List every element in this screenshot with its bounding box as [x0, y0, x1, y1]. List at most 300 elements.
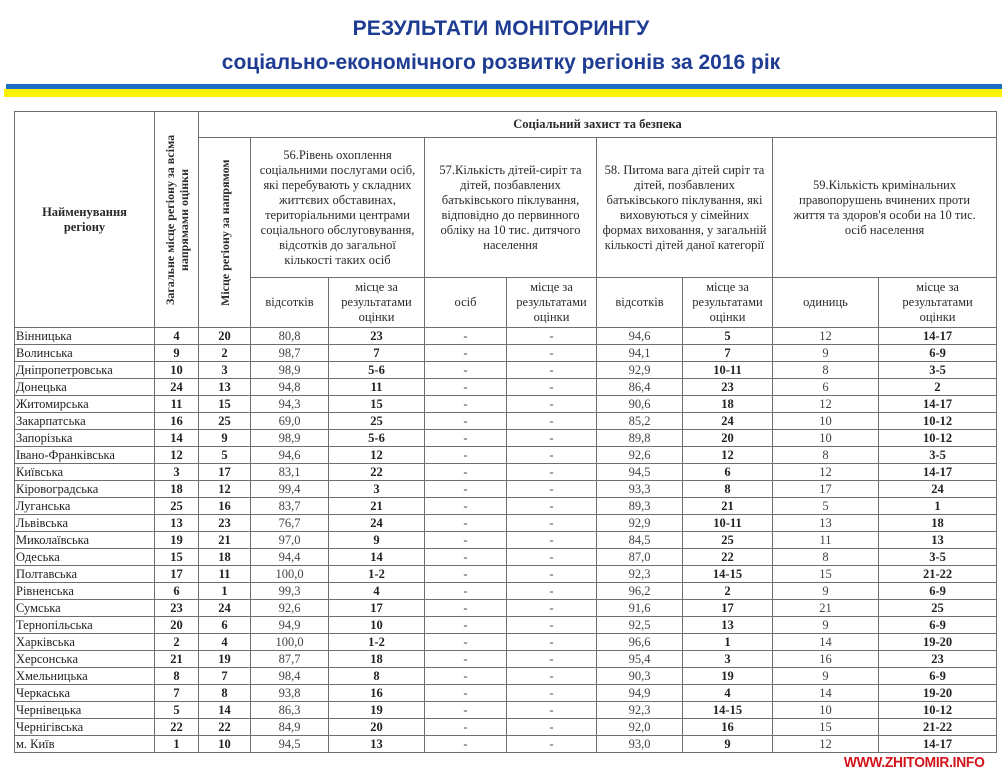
- value-58: 96,6: [597, 634, 683, 651]
- place-59: 14-17: [879, 396, 997, 413]
- value-56: 97,0: [251, 532, 329, 549]
- region-name: Кіровоградська: [15, 481, 155, 498]
- table-row: [15, 583, 997, 600]
- value-57: -: [425, 481, 507, 498]
- place-58: 10-11: [683, 515, 773, 532]
- value-57: -: [425, 413, 507, 430]
- place-58: 3: [683, 651, 773, 668]
- table-row: [15, 430, 997, 447]
- direction-place: 20: [199, 328, 251, 345]
- direction-place: 16: [199, 498, 251, 515]
- table-row: [15, 651, 997, 668]
- overall-place: 7: [155, 685, 199, 702]
- direction-place: 3: [199, 362, 251, 379]
- value-59: 9: [773, 668, 879, 685]
- region-name: Вінницька: [15, 328, 155, 345]
- monitoring-table: [14, 111, 997, 753]
- table-row: [15, 362, 997, 379]
- value-56: 86,3: [251, 702, 329, 719]
- header-unit-57: осіб: [425, 278, 507, 328]
- value-59: 5: [773, 498, 879, 515]
- value-59: 12: [773, 328, 879, 345]
- value-56: 94,4: [251, 549, 329, 566]
- value-56: 93,8: [251, 685, 329, 702]
- place-58: 20: [683, 430, 773, 447]
- value-58: 90,6: [597, 396, 683, 413]
- place-56: 1-2: [329, 634, 425, 651]
- direction-place: 25: [199, 413, 251, 430]
- region-name: Рівненська: [15, 583, 155, 600]
- value-59: 12: [773, 464, 879, 481]
- direction-place: 21: [199, 532, 251, 549]
- value-58: 85,2: [597, 413, 683, 430]
- place-58: 7: [683, 345, 773, 362]
- table-row: [15, 668, 997, 685]
- value-59: 9: [773, 345, 879, 362]
- value-56: 99,3: [251, 583, 329, 600]
- region-name: Житомирська: [15, 396, 155, 413]
- overall-place: 20: [155, 617, 199, 634]
- overall-place: 21: [155, 651, 199, 668]
- value-59: 15: [773, 719, 879, 736]
- place-57: -: [507, 413, 597, 430]
- place-57: -: [507, 362, 597, 379]
- place-56: 12: [329, 447, 425, 464]
- place-58: 14-15: [683, 566, 773, 583]
- place-57: -: [507, 515, 597, 532]
- place-57: -: [507, 464, 597, 481]
- table-row: [15, 685, 997, 702]
- value-56: 94,6: [251, 447, 329, 464]
- value-58: 94,5: [597, 464, 683, 481]
- table-row: [15, 702, 997, 719]
- header-overall-place: [155, 112, 199, 328]
- table-row: [15, 617, 997, 634]
- value-58: 90,3: [597, 668, 683, 685]
- value-57: -: [425, 566, 507, 583]
- place-56: 17: [329, 600, 425, 617]
- direction-place: 11: [199, 566, 251, 583]
- overall-place: 22: [155, 719, 199, 736]
- region-name: Миколаївська: [15, 532, 155, 549]
- value-59: 10: [773, 413, 879, 430]
- place-56: 15: [329, 396, 425, 413]
- value-58: 89,8: [597, 430, 683, 447]
- value-58: 92,6: [597, 447, 683, 464]
- region-name: Запорізька: [15, 430, 155, 447]
- header-unit-58: відсотків: [597, 278, 683, 328]
- overall-place: 13: [155, 515, 199, 532]
- place-59: 21-22: [879, 566, 997, 583]
- value-56: 87,7: [251, 651, 329, 668]
- place-57: -: [507, 566, 597, 583]
- table-row: [15, 481, 997, 498]
- table-row: [15, 498, 997, 515]
- value-58: 96,2: [597, 583, 683, 600]
- overall-place: 6: [155, 583, 199, 600]
- header-place-59: місце за результатами оцінки: [879, 278, 997, 328]
- value-57: -: [425, 532, 507, 549]
- overall-place: 16: [155, 413, 199, 430]
- value-57: -: [425, 583, 507, 600]
- value-59: 10: [773, 430, 879, 447]
- value-56: 94,3: [251, 396, 329, 413]
- place-59: 3-5: [879, 447, 997, 464]
- direction-place: 1: [199, 583, 251, 600]
- table-row: [15, 447, 997, 464]
- place-57: -: [507, 430, 597, 447]
- place-59: 3-5: [879, 549, 997, 566]
- value-58: 92,3: [597, 566, 683, 583]
- direction-place: 8: [199, 685, 251, 702]
- place-57: -: [507, 498, 597, 515]
- place-58: 8: [683, 481, 773, 498]
- value-56: 80,8: [251, 328, 329, 345]
- place-57: -: [507, 481, 597, 498]
- value-57: -: [425, 634, 507, 651]
- place-56: 1-2: [329, 566, 425, 583]
- place-58: 2: [683, 583, 773, 600]
- place-59: 6-9: [879, 617, 997, 634]
- value-57: -: [425, 498, 507, 515]
- overall-place: 24: [155, 379, 199, 396]
- value-57: -: [425, 736, 507, 753]
- value-58: 84,5: [597, 532, 683, 549]
- value-56: 98,9: [251, 430, 329, 447]
- direction-place: 13: [199, 379, 251, 396]
- value-58: 92,9: [597, 362, 683, 379]
- region-name: Хмельницька: [15, 668, 155, 685]
- header-region: Найменування регіону: [15, 112, 155, 328]
- region-name: Закарпатська: [15, 413, 155, 430]
- place-56: 13: [329, 736, 425, 753]
- header-direction-place-label: Місце регіону за напрямом: [217, 159, 232, 306]
- place-56: 23: [329, 328, 425, 345]
- place-56: 18: [329, 651, 425, 668]
- place-59: 1: [879, 498, 997, 515]
- region-name: Донецька: [15, 379, 155, 396]
- overall-place: 23: [155, 600, 199, 617]
- region-name: Одеська: [15, 549, 155, 566]
- value-57: -: [425, 379, 507, 396]
- header-place-56: місце за результатами оцінки: [329, 278, 425, 328]
- direction-place: 23: [199, 515, 251, 532]
- place-59: 2: [879, 379, 997, 396]
- region-name: Чернігівська: [15, 719, 155, 736]
- value-56: 92,6: [251, 600, 329, 617]
- header-indicator-57: 57.Кількість дітей-сиріт та дітей, позбавлених батьківського піклування, відповідно до первинного обліку на 10 тис. дитячого населення: [425, 138, 597, 278]
- overall-place: 11: [155, 396, 199, 413]
- place-58: 12: [683, 447, 773, 464]
- place-57: -: [507, 532, 597, 549]
- place-56: 4: [329, 583, 425, 600]
- place-56: 5-6: [329, 430, 425, 447]
- region-name: Черкаська: [15, 685, 155, 702]
- region-name: Львівська: [15, 515, 155, 532]
- value-59: 21: [773, 600, 879, 617]
- place-59: 23: [879, 651, 997, 668]
- place-59: 10-12: [879, 702, 997, 719]
- place-57: -: [507, 583, 597, 600]
- region-name: Чернівецька: [15, 702, 155, 719]
- place-58: 4: [683, 685, 773, 702]
- overall-place: 8: [155, 668, 199, 685]
- table-row: [15, 515, 997, 532]
- place-56: 25: [329, 413, 425, 430]
- place-57: -: [507, 651, 597, 668]
- header-unit-56: відсотків: [251, 278, 329, 328]
- value-57: -: [425, 464, 507, 481]
- place-59: 25: [879, 600, 997, 617]
- value-57: -: [425, 617, 507, 634]
- place-56: 10: [329, 617, 425, 634]
- header-place-57: місце за результатами оцінки: [507, 278, 597, 328]
- header-section: Соціальний захист та безпека: [199, 112, 997, 138]
- overall-place: 15: [155, 549, 199, 566]
- value-56: 100,0: [251, 634, 329, 651]
- place-59: 14-17: [879, 736, 997, 753]
- value-58: 95,4: [597, 651, 683, 668]
- table-row: [15, 719, 997, 736]
- value-56: 98,7: [251, 345, 329, 362]
- region-name: Харківська: [15, 634, 155, 651]
- place-59: 6-9: [879, 583, 997, 600]
- place-58: 18: [683, 396, 773, 413]
- overall-place: 25: [155, 498, 199, 515]
- table-row: [15, 413, 997, 430]
- direction-place: 9: [199, 430, 251, 447]
- value-59: 6: [773, 379, 879, 396]
- overall-place: 9: [155, 345, 199, 362]
- place-59: 3-5: [879, 362, 997, 379]
- place-59: 19-20: [879, 634, 997, 651]
- place-59: 6-9: [879, 668, 997, 685]
- direction-place: 7: [199, 668, 251, 685]
- value-58: 87,0: [597, 549, 683, 566]
- value-58: 86,4: [597, 379, 683, 396]
- value-58: 94,6: [597, 328, 683, 345]
- place-58: 1: [683, 634, 773, 651]
- place-56: 21: [329, 498, 425, 515]
- value-57: -: [425, 719, 507, 736]
- value-59: 9: [773, 583, 879, 600]
- place-59: 13: [879, 532, 997, 549]
- value-56: 69,0: [251, 413, 329, 430]
- place-58: 10-11: [683, 362, 773, 379]
- region-name: Сумська: [15, 600, 155, 617]
- place-56: 3: [329, 481, 425, 498]
- region-name: Полтавська: [15, 566, 155, 583]
- place-58: 17: [683, 600, 773, 617]
- table-row: [15, 396, 997, 413]
- value-56: 100,0: [251, 566, 329, 583]
- value-59: 16: [773, 651, 879, 668]
- overall-place: 5: [155, 702, 199, 719]
- table-row: [15, 532, 997, 549]
- place-57: -: [507, 328, 597, 345]
- region-name: Волинська: [15, 345, 155, 362]
- value-56: 98,9: [251, 362, 329, 379]
- place-59: 10-12: [879, 430, 997, 447]
- region-name: Тернопільська: [15, 617, 155, 634]
- overall-place: 2: [155, 634, 199, 651]
- header-overall-place-label: Загальне місце регіону за всіма напрямами оцінки: [162, 134, 191, 305]
- place-58: 14-15: [683, 702, 773, 719]
- place-56: 14: [329, 549, 425, 566]
- value-57: -: [425, 600, 507, 617]
- header-indicator-59: 59.Кількість кримінальних правопорушень вчинених проти життя та здоров'я особи на 10 тис. осіб населення: [773, 138, 997, 278]
- direction-place: 14: [199, 702, 251, 719]
- region-name: Херсонська: [15, 651, 155, 668]
- place-56: 22: [329, 464, 425, 481]
- place-59: 19-20: [879, 685, 997, 702]
- overall-place: 14: [155, 430, 199, 447]
- value-57: -: [425, 651, 507, 668]
- place-57: -: [507, 345, 597, 362]
- table-row: [15, 634, 997, 651]
- place-57: -: [507, 447, 597, 464]
- value-58: 94,9: [597, 685, 683, 702]
- value-57: -: [425, 396, 507, 413]
- place-57: -: [507, 668, 597, 685]
- table-body: [15, 328, 997, 753]
- value-57: -: [425, 549, 507, 566]
- value-59: 15: [773, 566, 879, 583]
- page-title: РЕЗУЛЬТАТИ МОНІТОРИНГУ: [352, 17, 650, 40]
- place-56: 5-6: [329, 362, 425, 379]
- page-subtitle: соціально-економічного розвитку регіонів за 2016 рік: [221, 51, 781, 74]
- value-56: 99,4: [251, 481, 329, 498]
- direction-place: 19: [199, 651, 251, 668]
- place-57: -: [507, 719, 597, 736]
- table-row: [15, 464, 997, 481]
- place-59: 10-12: [879, 413, 997, 430]
- value-56: 94,9: [251, 617, 329, 634]
- direction-place: 17: [199, 464, 251, 481]
- place-58: 22: [683, 549, 773, 566]
- value-58: 89,3: [597, 498, 683, 515]
- overall-place: 3: [155, 464, 199, 481]
- overall-place: 12: [155, 447, 199, 464]
- value-56: 98,4: [251, 668, 329, 685]
- value-59: 12: [773, 736, 879, 753]
- direction-place: 18: [199, 549, 251, 566]
- place-58: 23: [683, 379, 773, 396]
- value-58: 92,3: [597, 702, 683, 719]
- direction-place: 24: [199, 600, 251, 617]
- value-57: -: [425, 328, 507, 345]
- direction-place: 10: [199, 736, 251, 753]
- place-57: -: [507, 702, 597, 719]
- value-59: 14: [773, 685, 879, 702]
- place-57: -: [507, 685, 597, 702]
- direction-place: 22: [199, 719, 251, 736]
- value-57: -: [425, 668, 507, 685]
- value-56: 94,8: [251, 379, 329, 396]
- region-name: Луганська: [15, 498, 155, 515]
- place-58: 16: [683, 719, 773, 736]
- overall-place: 4: [155, 328, 199, 345]
- direction-place: 6: [199, 617, 251, 634]
- header-unit-59: одиниць: [773, 278, 879, 328]
- region-name: Київська: [15, 464, 155, 481]
- value-58: 93,3: [597, 481, 683, 498]
- flag-stripe-yellow: [4, 89, 1002, 97]
- place-56: 11: [329, 379, 425, 396]
- place-59: 21-22: [879, 719, 997, 736]
- place-57: -: [507, 396, 597, 413]
- place-56: 16: [329, 685, 425, 702]
- value-58: 94,1: [597, 345, 683, 362]
- value-57: -: [425, 430, 507, 447]
- place-58: 6: [683, 464, 773, 481]
- region-name: Дніпропетровська: [15, 362, 155, 379]
- table-row: [15, 379, 997, 396]
- value-57: -: [425, 362, 507, 379]
- place-59: 18: [879, 515, 997, 532]
- table-row: [15, 345, 997, 362]
- value-58: 92,5: [597, 617, 683, 634]
- place-58: 24: [683, 413, 773, 430]
- value-59: 9: [773, 617, 879, 634]
- place-57: -: [507, 549, 597, 566]
- place-58: 25: [683, 532, 773, 549]
- direction-place: 12: [199, 481, 251, 498]
- value-56: 83,7: [251, 498, 329, 515]
- direction-place: 15: [199, 396, 251, 413]
- place-58: 19: [683, 668, 773, 685]
- value-56: 76,7: [251, 515, 329, 532]
- overall-place: 19: [155, 532, 199, 549]
- place-56: 20: [329, 719, 425, 736]
- place-58: 21: [683, 498, 773, 515]
- place-57: -: [507, 736, 597, 753]
- value-56: 83,1: [251, 464, 329, 481]
- place-57: -: [507, 600, 597, 617]
- place-58: 9: [683, 736, 773, 753]
- value-59: 8: [773, 362, 879, 379]
- region-name: м. Київ: [15, 736, 155, 753]
- overall-place: 17: [155, 566, 199, 583]
- direction-place: 2: [199, 345, 251, 362]
- place-57: -: [507, 617, 597, 634]
- region-name: Івано-Франківська: [15, 447, 155, 464]
- value-56: 84,9: [251, 719, 329, 736]
- value-58: 92,9: [597, 515, 683, 532]
- watermark: WWW.ZHITOMIR.INFO: [843, 754, 985, 771]
- table-row: [15, 549, 997, 566]
- place-56: 19: [329, 702, 425, 719]
- place-59: 6-9: [879, 345, 997, 362]
- overall-place: 10: [155, 362, 199, 379]
- value-59: 13: [773, 515, 879, 532]
- place-56: 7: [329, 345, 425, 362]
- place-58: 5: [683, 328, 773, 345]
- value-58: 91,6: [597, 600, 683, 617]
- value-59: 11: [773, 532, 879, 549]
- place-57: -: [507, 379, 597, 396]
- place-59: 24: [879, 481, 997, 498]
- value-57: -: [425, 685, 507, 702]
- place-56: 24: [329, 515, 425, 532]
- value-59: 10: [773, 702, 879, 719]
- table-row: [15, 600, 997, 617]
- header-indicator-58: 58. Питома вага дітей сиріт та дітей, позбавлених батьківського піклування, які виховуються у сімейних формах виховання, у загальній кількості дітей даної категорії: [597, 138, 773, 278]
- value-57: -: [425, 515, 507, 532]
- overall-place: 18: [155, 481, 199, 498]
- place-56: 8: [329, 668, 425, 685]
- place-58: 13: [683, 617, 773, 634]
